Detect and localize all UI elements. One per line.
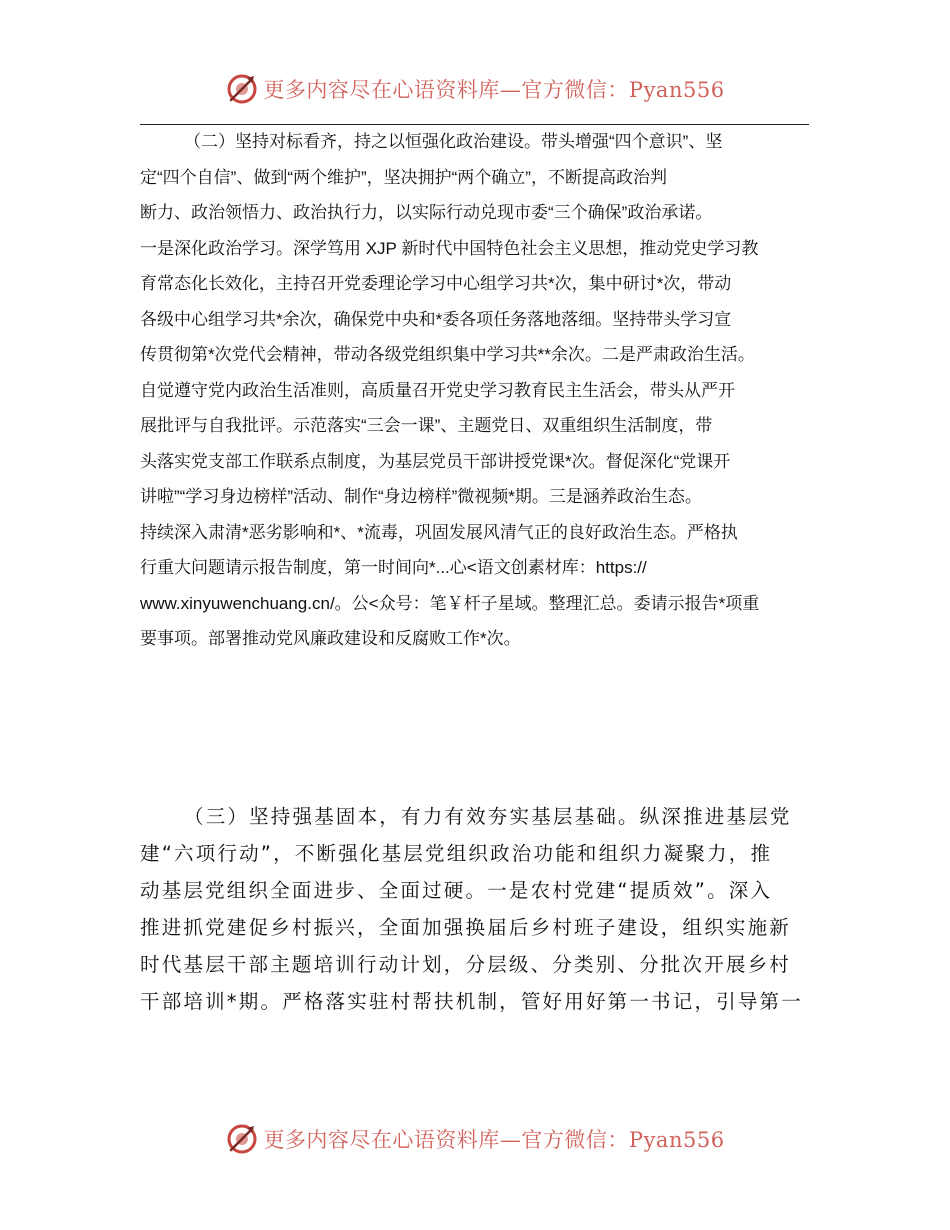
text-line: www.xinyuwenchuang.cn/。公<众号：笔￥杆子星域。整理汇总。委请示报告*项重: [140, 593, 760, 613]
watermark-text: 更多内容尽在心语资料库—官方微信：Pyan556: [263, 78, 725, 102]
text-line: 各级中心组学习共*余次，确保党中央和*委各项任务落地落细。坚持带头学习宣: [140, 309, 732, 329]
text-line: 持续深入肃清*恶劣影响和*、*流毒，巩固发展风清气正的良好政治生态。严格执: [140, 522, 738, 542]
watermark-text: 更多内容尽在心语资料库—官方微信：Pyan556: [263, 1128, 725, 1152]
text-line: 时代基层干部主题培训行动计划，分层级、分类别、分批次开展乡村: [140, 953, 792, 976]
text-line: 断力、政治领悟力、政治执行力，以实际行动兑现市委“三个确保”政治承诺。: [140, 203, 713, 222]
text-line: 讲啦”“学习身边榜样”活动、制作“身边榜样”微视频*期。三是涵养政治生态。: [140, 487, 702, 506]
paragraph-political-building: [140, 124, 812, 657]
seal-logo-icon: [225, 1122, 259, 1156]
footer-watermark: [0, 1122, 950, 1156]
text-line: （二）坚持对标看齐，持之以恒强化政治建设。带头增强“四个意识”、坚: [184, 132, 723, 151]
paragraph-grassroots-building: [140, 798, 812, 1020]
text-line: 展批评与自我批评。示范落实“三会一课”、主题党日、双重组织生活制度，带: [140, 416, 713, 435]
text-line: 头落实党支部工作联系点制度，为基层党员干部讲授党课*次。督促深化“党课开: [140, 451, 731, 471]
text-line: 一是深化政治学习。深学笃用 XJP 新时代中国特色社会主义思想，推动党史学习教: [140, 238, 759, 258]
text-line: 自觉遵守党内政治生活准则，高质量召开党史学习教育民主生活会，带头从严开: [140, 380, 735, 400]
header-watermark: [0, 72, 950, 106]
text-line: 传贯彻第*次党代会精神，带动各级党组织集中学习共**余次。二是严肃政治生活。: [140, 345, 755, 364]
text-line: （三）坚持强基固本，有力有效夯实基层基础。纵深推进基层党: [184, 805, 792, 828]
text-line: 育常态化长效化，主持召开党委理论学习中心组学习共*次，集中研讨*次，带动: [140, 274, 732, 293]
text-line: 要事项。部署推动党风廉政建设和反腐败工作*次。: [140, 629, 521, 648]
text-line: 建“六项行动”，不断强化基层党组织政治功能和组织力凝聚力，推: [140, 842, 773, 865]
seal-logo-icon: [225, 72, 259, 106]
text-line: 动基层党组织全面进步、全面过硬。一是农村党建“提质效”。深入: [140, 879, 773, 902]
text-line: 定“四个自信”、做到“两个维护”，坚决拥护“两个确立”，不断提高政治判: [140, 167, 667, 187]
text-line: 行重大问题请示报告制度，第一时间向*...心<语文创素材库：https://: [140, 558, 647, 577]
text-line: 推进抓党建促乡村振兴，全面加强换届后乡村班子建设，组织实施新: [140, 916, 792, 939]
text-line: 干部培训*期。严格落实驻村帮扶机制，管好用好第一书记，引导第一: [140, 990, 803, 1013]
